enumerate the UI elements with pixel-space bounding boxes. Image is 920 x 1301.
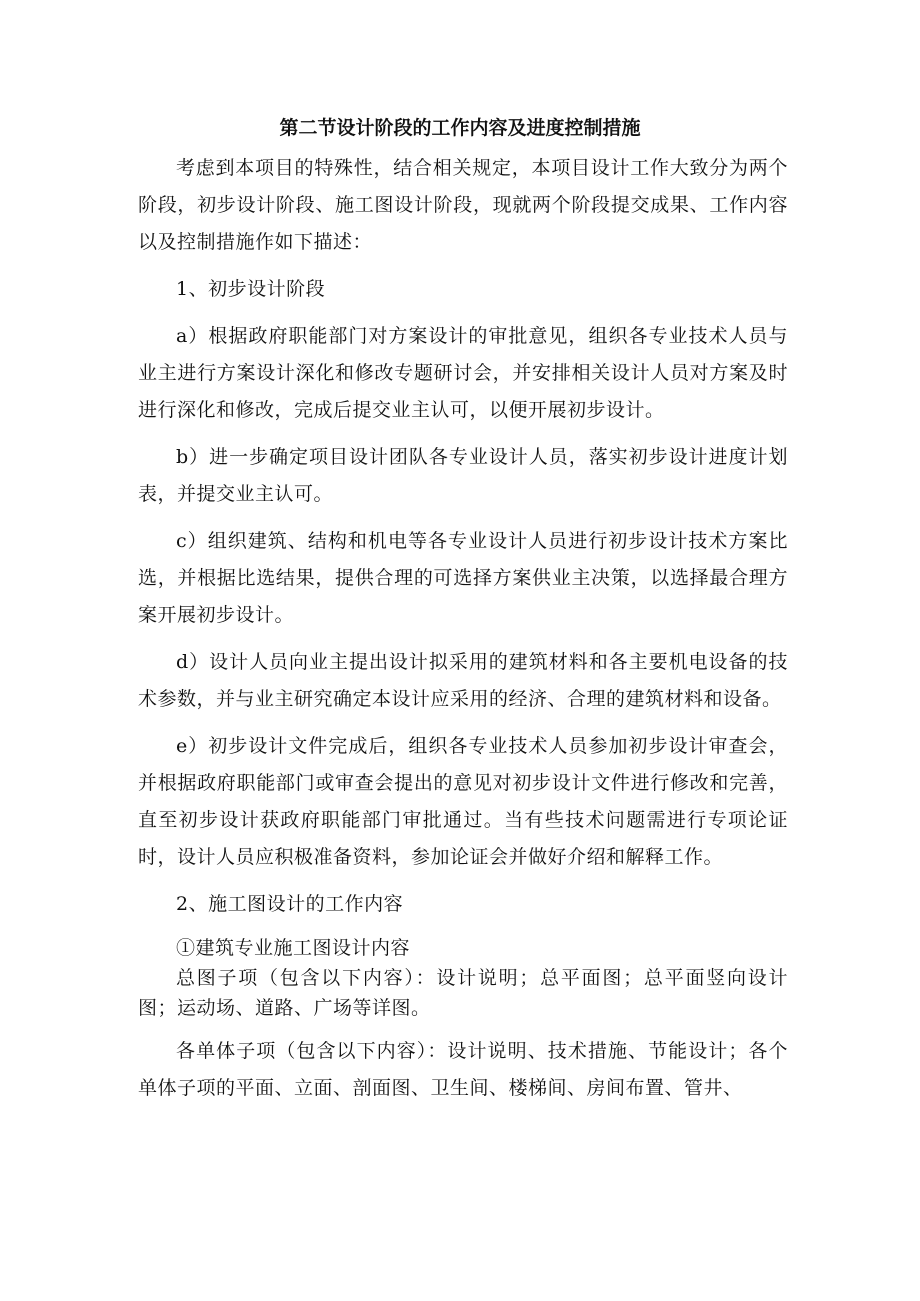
section-title: 第二节设计阶段的工作内容及进度控制措施 [279,117,641,139]
item-c-paragraph: c）组织建筑、结构和机电等各专业设计人员进行初步设计技术方案比选，并根据比选结果，提供合理的可选择方案供业主决策，以选择最合理方案开展初步设计。 [138,530,788,626]
intro-paragraph: 考虑到本项目的特殊性，结合相关规定，本项目设计工作大致分为两个阶段，初步设计阶段、施工图设计阶段，现就两个阶段提交成果、工作内容以及控制措施作如下描述： [138,157,788,253]
subheading-architecture-drawing: ①建筑专业施工图设计内容 [176,937,411,959]
item-a-paragraph: a）根据政府职能部门对方案设计的审批意见，组织各专业技术人员与业主进行方案设计深化和修改专题研讨会，并安排相关设计人员对方案及时进行深化和修改，完成后提交业主认可，以便开展初步设计。 [138,325,788,421]
subheading-construction-drawing: 2、施工图设计的工作内容 [176,893,404,915]
site-plan-paragraph: 总图子项（包含以下内容）：设计说明；总平面图；总平面竖向设计图；运动场、道路、广场等详图。 [138,967,788,1019]
document-body [138,150,788,1107]
item-b-paragraph: b）进一步确定项目设计团队各专业设计人员，落实初步设计进度计划表，并提交业主认可。 [138,446,788,505]
item-d-paragraph: d）设计人员向业主提出设计拟采用的建筑材料和各主要机电设备的技术参数，并与业主研究确定本设计应采用的经济、合理的建筑材料和设备。 [138,651,788,710]
single-building-paragraph: 各单体子项（包含以下内容）：设计说明、技术措施、节能设计；各个单体子项的平面、立面、剖面图、卫生间、楼梯间、房间布置、管井、 [138,1040,788,1099]
item-e-paragraph: e）初步设计文件完成后，组织各专业技术人员参加初步设计审查会，并根据政府职能部门或审查会提出的意见对初步设计文件进行修改和完善，直至初步设计获政府职能部门审批通过。当有些技术问题需进行专项论证时，设计人员应积极准备资料，参加论证会并做好介绍和解释工作。 [138,735,788,868]
subheading-preliminary-design: 1、初步设计阶段 [176,278,326,300]
